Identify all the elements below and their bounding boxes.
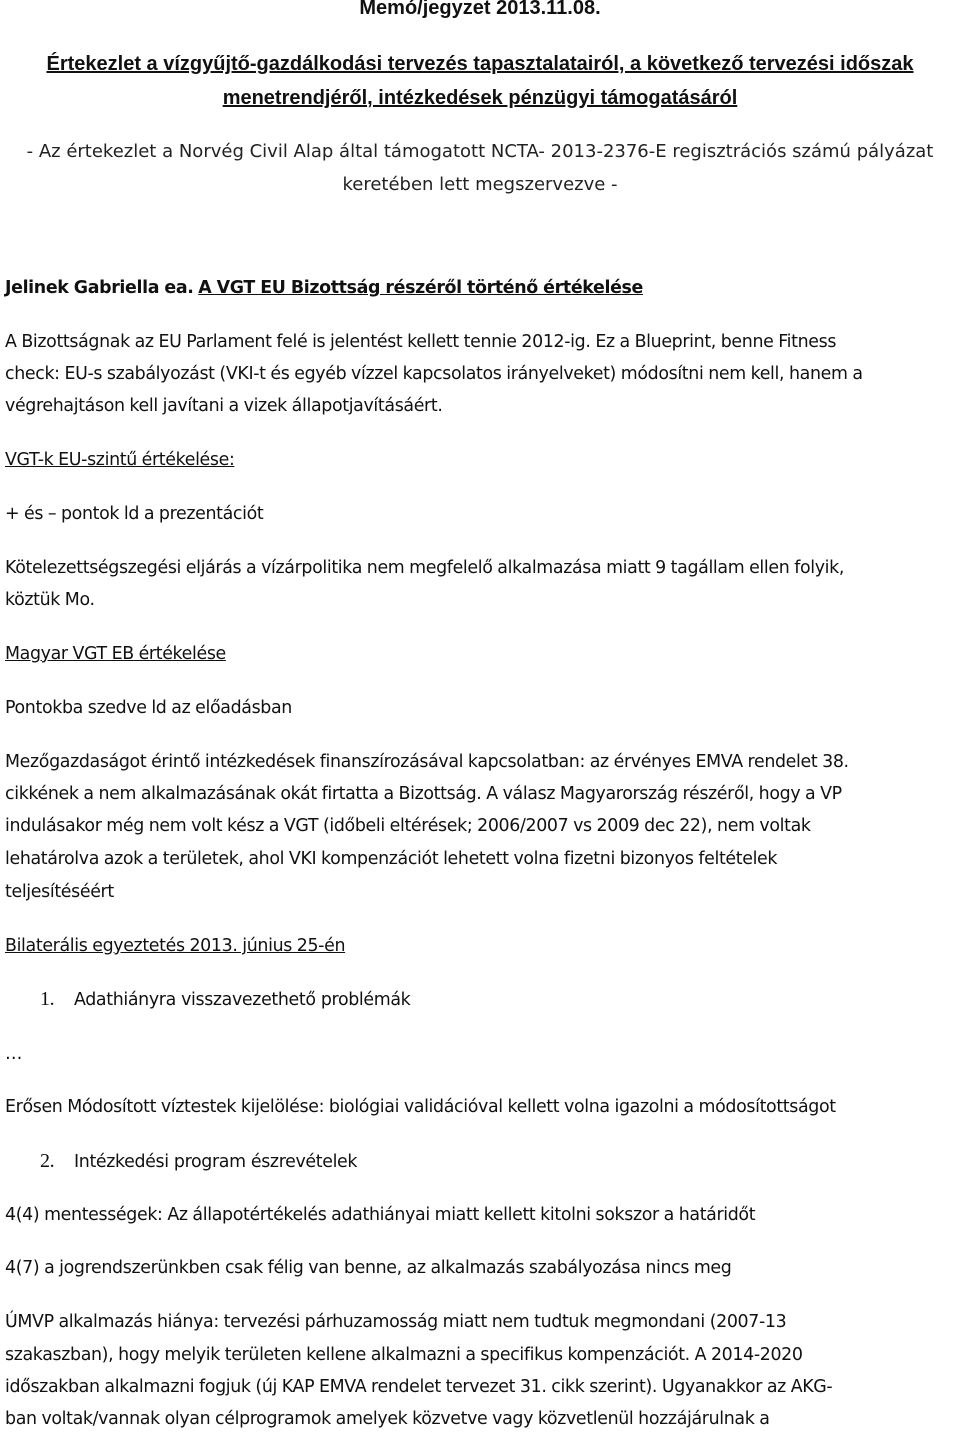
ellipsis: … (5, 1044, 23, 1064)
speaker-name: Jelinek Gabriella ea. (5, 278, 194, 298)
list-number: 1. (40, 988, 55, 1010)
para5-line-5: teljesítéséért (5, 882, 114, 902)
list-item-1 (40, 983, 410, 1016)
para2: + és – pontok ld a prezentációt (5, 504, 264, 524)
subheading-eu-evaluation: VGT-k EU-szintű értékelése: (5, 450, 235, 470)
intro-line-2: keretében lett megszervezve - (342, 174, 618, 195)
list-item-2 (40, 1145, 357, 1178)
para5-line-1: Mezőgazdaságot érintő intézkedések finanszírozásával kapcsolatban: az érvényes EMVA rendelet 38. (5, 752, 849, 772)
speaker-line (5, 272, 955, 304)
subheading-hungarian-evaluation: Magyar VGT EB értékelése (5, 644, 226, 664)
speaker-topic: A VGT EU Bizottság részéről történő értékelése (198, 278, 643, 298)
para5-line-3: indulásakor még nem volt kész a VGT (időbeli eltérések; 2006/2007 vs 2009 dec 22), nem voltak (5, 816, 811, 836)
para9-line-3: időszakban alkalmazni fogjuk (új KAP EMVA rendelet tervezet 31. cikk szerint). Ugyanakkor az AKG- (5, 1377, 833, 1397)
para3-line-1: Kötelezettségszegési eljárás a vízárpolitika nem megfelelő alkalmazása miatt 9 tagállam ellen folyik, (5, 558, 845, 578)
para7: 4(4) mentességek: Az állapotértékelés adathiányai miatt kellett kitolni sokszor a határidőt (5, 1205, 756, 1225)
meeting-heading-line-1: Értekezlet a vízgyűjtő-gazdálkodási tervezés tapasztalatairól, a következő tervezési időszak (46, 53, 914, 75)
para5-line-2: cikkének a nem alkalmazásának okát firtatta a Bizottság. A válasz Magyarország részéről, hogy a VP (5, 784, 842, 804)
para5-line-4: lehatárolva azok a területek, ahol VKI kompenzációt lehetett volna fizetni bizonyos feltételek (5, 849, 778, 869)
para3-line-2: köztük Mo. (5, 590, 95, 610)
para6: Erősen Módosított víztestek kijelölése: biológiai validációval kellett volna igazolni a módosítottságot (5, 1097, 836, 1117)
para9-line-2: szakaszban), hogy melyik területen kellene alkalmazni a specifikus kompenzációt. A 2014-2020 (5, 1345, 803, 1365)
subheading-bilateral: Bilaterális egyeztetés 2013. június 25-én (5, 936, 346, 956)
list-item-text: Intézkedési program észrevételek (74, 1152, 358, 1172)
list-item-text: Adathiányra visszavezethető problémák (74, 990, 411, 1010)
para1-line-1: A Bizottságnak az EU Parlament felé is jelentést kellett tennie 2012-ig. Ez a Blueprint, benne Fitness (5, 332, 837, 352)
list-number: 2. (40, 1150, 55, 1172)
para1-line-3: végrehajtáson kell javítani a vizek állapotjavításáért. (5, 396, 443, 416)
intro-line-1: - Az értekezlet a Norvég Civil Alap által támogatott NCTA- 2013-2376-E regisztrációs számú pályázat (26, 141, 934, 162)
para8: 4(7) a jogrendszerünkben csak félig van benne, az alkalmazás szabályozása nincs meg (5, 1258, 732, 1278)
para9-line-1: ÚMVP alkalmazás hiánya: tervezési párhuzamosság miatt nem tudtuk megmondani (2007-13 (5, 1312, 787, 1332)
memo-title: Memó/jegyzet 2013.11.08. (359, 0, 601, 19)
meeting-heading-line-2: menetrendjéről, intézkedések pénzügyi támogatásáról (222, 87, 738, 109)
para4: Pontokba szedve ld az előadásban (5, 698, 292, 718)
para9-line-4: ban voltak/vannak olyan célprogramok amelyek közvetve vagy közvetlenül hozzájárulnak a (5, 1409, 770, 1429)
para1-line-2: check: EU-s szabályozást (VKI-t és egyéb vízzel kapcsolatos irányelveket) módosítni nem kell, hanem a (5, 364, 863, 384)
